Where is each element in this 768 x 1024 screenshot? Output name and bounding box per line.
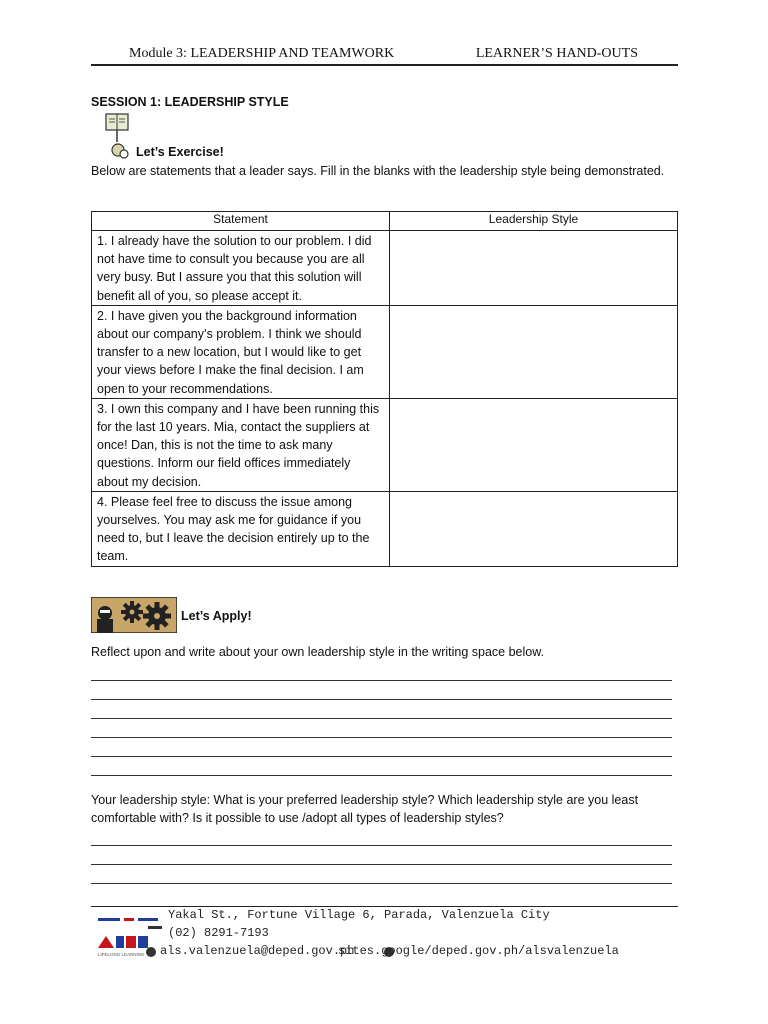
column-header-leadership-style: Leadership Style (390, 212, 678, 231)
session-title: SESSION 1: LEADERSHIP STYLE (91, 95, 289, 109)
handout-label: LEARNER’S HAND-OUTS (475, 46, 638, 61)
writing-line[interactable] (91, 719, 672, 738)
exercise-instructions: Below are statements that a leader says. Fill in the blanks with the leadership style being demonstrated. (91, 164, 665, 178)
question-text: What is your preferred leadership style? Which leadership style are you least comfortable with? Is it possible to use /adopt all types of leadership styles? (91, 793, 639, 825)
gears-icon (91, 597, 177, 633)
column-header-statement: Statement (92, 212, 390, 231)
leadership-style-answer[interactable] (390, 398, 678, 491)
statement-cell: 1. I already have the solution to our problem. I did not have time to consult you because you are all very busy. But I assure you that this solution will benefit all of you, so please accept it. (92, 231, 390, 306)
writing-line[interactable] (91, 738, 672, 757)
writing-line[interactable] (91, 662, 672, 681)
leadership-style-answer[interactable] (390, 231, 678, 306)
book-stand-icon (104, 112, 134, 162)
writing-line[interactable] (91, 681, 672, 700)
apply-title: Let’s Apply! (181, 609, 252, 623)
leadership-table (91, 211, 678, 567)
footer-email[interactable]: als.valenzuela@deped.gov.ph (160, 944, 355, 958)
question-label: Your leadership style: (91, 793, 211, 807)
writing-line[interactable] (91, 865, 672, 884)
writing-line[interactable] (91, 827, 672, 846)
email-icon (146, 947, 156, 957)
reflection-writing-space[interactable] (91, 662, 672, 776)
footer-website[interactable]: sites.google/deped.gov.ph/alsvalenzuela (338, 944, 619, 958)
leadership-question (91, 791, 676, 827)
table-row (92, 305, 678, 398)
logo-text: LIFELONG LEARNING (98, 952, 145, 957)
statement-cell: 2. I have given you the background information about our company’s problem. I think we should transfer to a new location, but I would like to get your views before I make the final decision. I am open to your recommendations. (92, 305, 390, 398)
statement-cell: 4. Please feel free to discuss the issue among yourselves. You may ask me for guidance if you need to, but I leave the decision entirely up to the team. (92, 491, 390, 566)
footer-divider (91, 906, 678, 907)
table-row (92, 231, 678, 306)
page-header (91, 44, 678, 66)
writing-line[interactable] (91, 846, 672, 865)
footer-address: Yakal St., Fortune Village 6, Parada, Valenzuela City (168, 908, 550, 922)
table-row (92, 398, 678, 491)
leadership-style-answer[interactable] (390, 491, 678, 566)
answer-writing-space[interactable] (91, 827, 672, 884)
table-row (92, 491, 678, 566)
apply-prompt: Reflect upon and write about your own leadership style in the writing space below. (91, 645, 545, 659)
footer-phone: (02) 8291-7193 (168, 926, 269, 940)
writing-line[interactable] (91, 700, 672, 719)
module-title: Module 3: LEADERSHIP AND TEAMWORK (129, 46, 395, 61)
statement-cell: 3. I own this company and I have been running this for the last 10 years. Mia, contact the suppliers at once! Dan, this is not the time to ask many questions. Inform our field offices immediately about my decision. (92, 398, 390, 491)
leadership-style-answer[interactable] (390, 305, 678, 398)
writing-line[interactable] (91, 757, 672, 776)
exercise-title: Let’s Exercise! (136, 145, 224, 159)
